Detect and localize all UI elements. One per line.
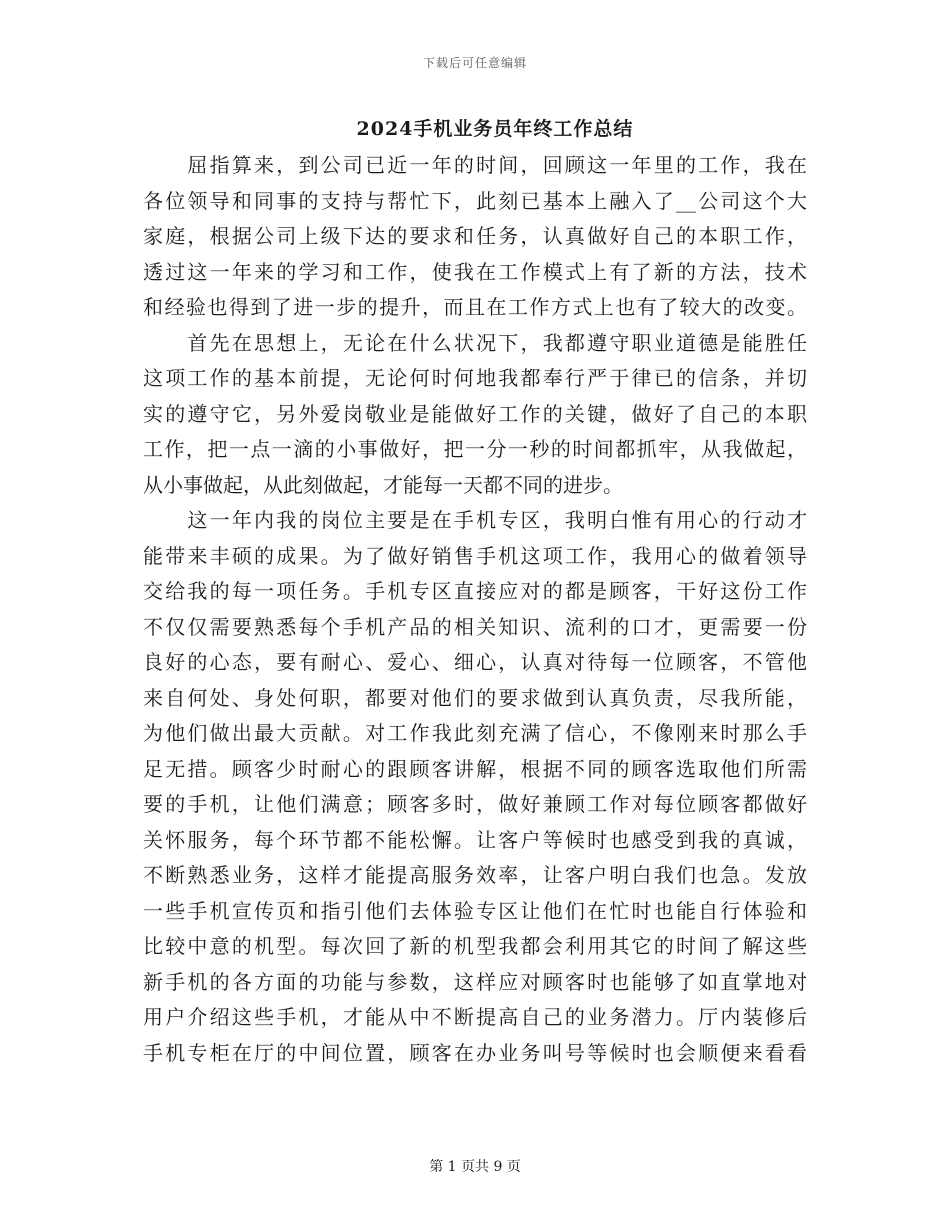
body-line: 透过这一年来的学习和工作，使我在工作模式上有了新的方法，技术 — [143, 259, 807, 284]
body-line: 和经验也得到了进一步的提升，而且在工作方式上也有了较大的改变。 — [143, 295, 807, 319]
body-line: 为他们做出最大贡献。对工作我此刻充满了信心，不像刚来时那么手 — [143, 721, 807, 745]
document-title: 2024手机业务员年终工作总结 — [356, 118, 634, 140]
body-line: 首先在思想上，无论在什么状况下，我都遵守职业道德是能胜任 — [143, 330, 807, 355]
body-line: 足无措。顾客少时耐心的跟顾客讲解，根据不同的顾客选取他们所需 — [143, 756, 807, 781]
body-line: 能带来丰硕的成果。为了做好销售手机这项工作，我用心的做着领导 — [143, 543, 807, 568]
body-line: 良好的心态，要有耐心、爱心、细心，认真对待每一位顾客，不管他 — [143, 650, 807, 674]
body-line: 比较中意的机型。每次回了新的机型我都会利用其它的时间了解这些 — [143, 934, 807, 958]
body-line: 工作，把一点一滴的小事做好，把一分一秒的时间都抓牢，从我做起， — [143, 437, 807, 461]
body-line: 屈指算来，到公司已近一年的时间，回顾这一年里的工作，我在 — [143, 153, 807, 177]
body-line: 这项工作的基本前提，无论何时何地我都奉行严于律已的信条，并切 — [143, 366, 807, 390]
body-line: 关怀服务，每个环节都不能松懈。让客户等候时也感受到我的真诚， — [143, 827, 807, 852]
body-line: 交给我的每一项任务。手机专区直接应对的都是顾客，干好这份工作 — [143, 579, 807, 603]
body-line: 家庭，根据公司上级下达的要求和任务，认真做好自己的本职工作， — [143, 224, 807, 248]
body-line: 不仅仅需要熟悉每个手机产品的相关知识、流利的口才，更需要一份 — [143, 614, 807, 639]
header-note: 下载后可任意编辑 — [422, 56, 527, 70]
body-line: 用户介绍这些手机，才能从中不断提高自己的业务潜力。厅内装修后 — [143, 1005, 807, 1029]
body-line: 实的遵守它，另外爱岗敬业是能做好工作的关键，做好了自己的本职 — [143, 401, 807, 426]
body-line: 一些手机宣传页和指引他们去体验专区让他们在忙时也能自行体验和 — [143, 898, 807, 923]
body-line: 从小事做起，从此刻做起，才能每一天都不同的进步。 — [143, 472, 623, 497]
body-line: 来自何处、身处何职，都要对他们的要求做到认真负责，尽我所能， — [143, 685, 807, 710]
body-line: 这一年内我的岗位主要是在手机专区，我明白惟有用心的行动才 — [143, 508, 807, 532]
document-body — [143, 148, 807, 1071]
body-line: 各位领导和同事的支持与帮忙下，此刻已基本上融入了__公司这个大 — [143, 188, 807, 213]
body-line: 新手机的各方面的功能与参数，这样应对顾客时也能够了如直掌地对 — [143, 969, 807, 994]
body-line: 要的手机，让他们满意；顾客多时，做好兼顾工作对每位顾客都做好 — [143, 792, 807, 816]
body-line: 手机专柜在厅的中间位置，顾客在办业务叫号等候时也会顺便来看看 — [143, 1040, 807, 1065]
body-line: 不断熟悉业务，这样才能提高服务效率，让客户明白我们也急。发放 — [143, 863, 807, 887]
page-number: 第 1 页共 9 页 — [429, 1159, 521, 1175]
